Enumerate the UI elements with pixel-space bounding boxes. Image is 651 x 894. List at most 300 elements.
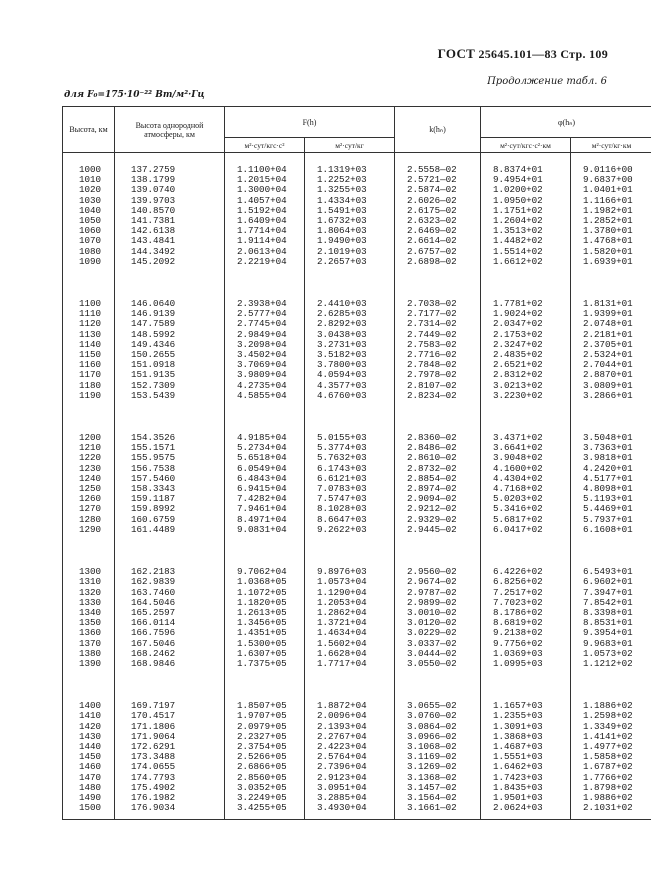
cell-F-kgs: 2.2327+05	[225, 732, 305, 742]
table-row	[63, 391, 651, 401]
cell-F-kg: 3.0438+03	[305, 330, 395, 340]
cell-k: 2.8234—02	[395, 391, 481, 401]
cell-phi-kg: 1.5858+02	[571, 752, 651, 762]
cell-phi-kgs: 3.6641+02	[481, 443, 571, 453]
cell-k: 2.6757—02	[395, 247, 481, 257]
cell-F-kgs: 1.6307+05	[225, 649, 305, 659]
cell-height: 1000	[63, 165, 115, 175]
cell-k: 2.5558—02	[395, 165, 481, 175]
cell-rho: 164.5046	[115, 598, 225, 608]
cell-F-kg: 4.0594+03	[305, 370, 395, 380]
cell-F-kgs: 1.9114+04	[225, 236, 305, 246]
cell-F-kgs: 2.9849+04	[225, 330, 305, 340]
cell-F-kgs: 1.4351+05	[225, 628, 305, 638]
cell-phi-kg: 2.3705+01	[571, 340, 651, 350]
cell-phi-kgs: 6.0417+02	[481, 525, 571, 535]
cell-F-kgs: 1.4057+04	[225, 196, 305, 206]
cell-phi-kgs: 2.0347+02	[481, 319, 571, 329]
cell-height: 1280	[63, 515, 115, 525]
page-header	[438, 46, 608, 62]
cell-phi-kgs: 4.1600+02	[481, 464, 571, 474]
cell-F-kg: 1.2252+03	[305, 175, 395, 185]
table-body	[63, 153, 651, 820]
cell-rho: 176.9034	[115, 803, 225, 813]
cell-F-kg: 1.3721+04	[305, 618, 395, 628]
cell-F-kg: 1.5491+03	[305, 206, 395, 216]
cell-F-kg: 1.8872+04	[305, 701, 395, 711]
cell-height: 1270	[63, 504, 115, 514]
cell-rho: 147.7589	[115, 319, 225, 329]
cell-phi-kgs: 9.7756+02	[481, 639, 571, 649]
group-spacer	[63, 401, 651, 433]
cell-rho: 174.7793	[115, 773, 225, 783]
cell-phi-kgs: 1.9501+03	[481, 793, 571, 803]
cell-phi-kg: 7.8542+01	[571, 598, 651, 608]
cell-k: 3.1564—02	[395, 793, 481, 803]
cell-rho: 140.8570	[115, 206, 225, 216]
cell-k: 3.1269—02	[395, 762, 481, 772]
cell-height: 1390	[63, 659, 115, 669]
cell-k: 2.8360—02	[395, 433, 481, 443]
cell-phi-kg: 1.3349+02	[571, 722, 651, 732]
cell-height: 1350	[63, 618, 115, 628]
cell-phi-kg: 1.7766+02	[571, 773, 651, 783]
cell-height: 1010	[63, 175, 115, 185]
cell-height: 1450	[63, 752, 115, 762]
cell-phi-kg: 8.3398+01	[571, 608, 651, 618]
cell-phi-kg: 8.8531+01	[571, 618, 651, 628]
cell-phi-kgs: 6.4226+02	[481, 567, 571, 577]
cell-height: 1140	[63, 340, 115, 350]
cell-k: 2.7038—02	[395, 299, 481, 309]
cell-phi-kgs: 3.9048+02	[481, 453, 571, 463]
cell-F-kgs: 3.0352+05	[225, 783, 305, 793]
table-row	[63, 525, 651, 535]
cell-k: 3.1068—02	[395, 742, 481, 752]
cell-F-kg: 2.1393+04	[305, 722, 395, 732]
cell-height: 1210	[63, 443, 115, 453]
cell-F-kg: 3.2731+03	[305, 340, 395, 350]
cell-k: 2.9560—02	[395, 567, 481, 577]
cell-height: 1030	[63, 196, 115, 206]
cell-phi-kgs: 7.7023+02	[481, 598, 571, 608]
cell-k: 2.6323—02	[395, 216, 481, 226]
cell-k: 2.8854—02	[395, 474, 481, 484]
cell-phi-kgs: 4.7168+02	[481, 484, 571, 494]
cell-phi-kgs: 1.5551+03	[481, 752, 571, 762]
cell-rho: 168.2462	[115, 649, 225, 659]
cell-height: 1240	[63, 474, 115, 484]
cell-phi-kg: 1.2598+02	[571, 711, 651, 721]
header-phi-unit-1: м²·сут/кгс·с²·км	[481, 138, 571, 153]
cell-rho: 146.0640	[115, 299, 225, 309]
cell-k: 2.7314—02	[395, 319, 481, 329]
cell-phi-kgs: 1.0995+03	[481, 659, 571, 669]
cell-k: 2.5874—02	[395, 185, 481, 195]
cell-rho: 150.2655	[115, 350, 225, 360]
cell-rho: 138.1799	[115, 175, 225, 185]
cell-phi-kgs: 9.4954+01	[481, 175, 571, 185]
cell-phi-kg: 9.0116+00	[571, 165, 651, 175]
cell-rho: 171.9064	[115, 732, 225, 742]
cell-height: 1200	[63, 433, 115, 443]
cell-height: 1480	[63, 783, 115, 793]
cell-k: 2.6469—02	[395, 226, 481, 236]
cell-k: 3.0229—02	[395, 628, 481, 638]
cell-height: 1110	[63, 309, 115, 319]
cell-rho: 142.6138	[115, 226, 225, 236]
cell-height: 1260	[63, 494, 115, 504]
cell-F-kg: 1.6628+04	[305, 649, 395, 659]
cell-height: 1460	[63, 762, 115, 772]
cell-height: 1360	[63, 628, 115, 638]
cell-F-kg: 5.0155+03	[305, 433, 395, 443]
cell-rho: 149.4346	[115, 340, 225, 350]
cell-k: 3.0760—02	[395, 711, 481, 721]
cell-F-kgs: 4.9185+04	[225, 433, 305, 443]
cell-phi-kg: 2.8870+01	[571, 370, 651, 380]
cell-rho: 165.2597	[115, 608, 225, 618]
header-F-unit-1: м²·сут/кгс·с²	[225, 138, 305, 153]
group-spacer	[63, 669, 651, 701]
cell-rho: 155.9575	[115, 453, 225, 463]
cell-F-kg: 2.4223+04	[305, 742, 395, 752]
cell-phi-kgs: 1.3091+03	[481, 722, 571, 732]
cell-k: 2.6898—02	[395, 257, 481, 267]
cell-F-kgs: 1.0368+05	[225, 577, 305, 587]
cell-F-kgs: 2.2219+04	[225, 257, 305, 267]
cell-F-kg: 1.2862+04	[305, 608, 395, 618]
cell-phi-kgs: 8.8374+01	[481, 165, 571, 175]
header-F: F(h)	[225, 107, 395, 138]
cell-F-kgs: 3.2098+04	[225, 340, 305, 350]
cell-height: 1300	[63, 567, 115, 577]
cell-phi-kg: 2.1031+02	[571, 803, 651, 813]
cell-phi-kg: 5.4469+01	[571, 504, 651, 514]
cell-phi-kgs: 2.3247+02	[481, 340, 571, 350]
cell-rho: 153.5439	[115, 391, 225, 401]
cell-F-kg: 8.1028+03	[305, 504, 395, 514]
cell-phi-kg: 5.1193+01	[571, 494, 651, 504]
cell-phi-kgs: 1.1657+03	[481, 701, 571, 711]
cell-rho: 137.2759	[115, 165, 225, 175]
cell-F-kg: 7.0783+03	[305, 484, 395, 494]
cell-F-kgs: 2.5777+04	[225, 309, 305, 319]
cell-F-kgs: 1.2613+05	[225, 608, 305, 618]
cell-phi-kgs: 1.0950+02	[481, 196, 571, 206]
cell-F-kg: 3.2885+04	[305, 793, 395, 803]
cell-phi-kgs: 3.2230+02	[481, 391, 571, 401]
cell-rho: 151.9135	[115, 370, 225, 380]
cell-F-kgs: 2.0979+05	[225, 722, 305, 732]
cell-rho: 174.0655	[115, 762, 225, 772]
cell-rho: 148.5992	[115, 330, 225, 340]
cell-rho: 146.9139	[115, 309, 225, 319]
cell-height: 1310	[63, 577, 115, 587]
page-number: Стр. 109	[560, 47, 608, 61]
cell-phi-kg: 1.1886+02	[571, 701, 651, 711]
cell-phi-kg: 3.7363+01	[571, 443, 651, 453]
cell-phi-kgs: 5.6817+02	[481, 515, 571, 525]
cell-rho: 170.4517	[115, 711, 225, 721]
cell-rho: 160.6759	[115, 515, 225, 525]
cell-phi-kgs: 9.2138+02	[481, 628, 571, 638]
cell-height: 1290	[63, 525, 115, 535]
cell-k: 3.1661—02	[395, 803, 481, 813]
cell-rho: 169.7197	[115, 701, 225, 711]
cell-k: 2.8974—02	[395, 484, 481, 494]
cell-phi-kgs: 2.4835+02	[481, 350, 571, 360]
cell-F-kgs: 4.5855+04	[225, 391, 305, 401]
cell-rho: 161.4489	[115, 525, 225, 535]
cell-F-kgs: 2.3754+05	[225, 742, 305, 752]
cell-phi-kg: 2.0748+01	[571, 319, 651, 329]
cell-F-kg: 2.8292+03	[305, 319, 395, 329]
cell-F-kgs: 1.1100+04	[225, 165, 305, 175]
cell-phi-kgs: 7.2517+02	[481, 588, 571, 598]
cell-rho: 156.7538	[115, 464, 225, 474]
cell-height: 1070	[63, 236, 115, 246]
cell-F-kgs: 1.7714+04	[225, 226, 305, 236]
cell-F-kg: 2.6285+03	[305, 309, 395, 319]
cell-phi-kg: 2.5324+01	[571, 350, 651, 360]
cell-phi-kg: 1.0401+01	[571, 185, 651, 195]
cell-phi-kg: 9.3954+01	[571, 628, 651, 638]
cell-rho: 176.1982	[115, 793, 225, 803]
cell-phi-kg: 4.5177+01	[571, 474, 651, 484]
cell-phi-kg: 6.5493+01	[571, 567, 651, 577]
cell-F-kgs: 2.7745+04	[225, 319, 305, 329]
cell-F-kg: 1.9490+03	[305, 236, 395, 246]
cell-F-kg: 4.6760+03	[305, 391, 395, 401]
cell-F-kgs: 5.6518+04	[225, 453, 305, 463]
cell-phi-kg: 1.5820+01	[571, 247, 651, 257]
cell-rho: 141.7381	[115, 216, 225, 226]
cell-phi-kg: 1.1212+02	[571, 659, 651, 669]
cell-phi-kg: 4.2420+01	[571, 464, 651, 474]
cell-F-kgs: 1.5300+05	[225, 639, 305, 649]
cell-rho: 155.1571	[115, 443, 225, 453]
cell-rho: 158.3343	[115, 484, 225, 494]
cell-k: 2.7716—02	[395, 350, 481, 360]
cell-height: 1470	[63, 773, 115, 783]
cell-height: 1440	[63, 742, 115, 752]
cell-height: 1050	[63, 216, 115, 226]
cell-phi-kgs: 1.0369+03	[481, 649, 571, 659]
cell-phi-kgs: 1.9024+02	[481, 309, 571, 319]
cell-phi-kgs: 1.3868+03	[481, 732, 571, 742]
cell-phi-kg: 2.7044+01	[571, 360, 651, 370]
cell-F-kg: 1.7717+04	[305, 659, 395, 669]
cell-F-kg: 2.7396+04	[305, 762, 395, 772]
cell-height: 1060	[63, 226, 115, 236]
cell-phi-kg: 9.9683+01	[571, 639, 651, 649]
cell-phi-kgs: 2.1753+02	[481, 330, 571, 340]
cell-rho: 167.5046	[115, 639, 225, 649]
cell-height: 1020	[63, 185, 115, 195]
cell-F-kg: 1.8064+03	[305, 226, 395, 236]
cell-F-kgs: 4.2735+04	[225, 381, 305, 391]
cell-k: 2.9899—02	[395, 598, 481, 608]
cell-phi-kg: 3.0809+01	[571, 381, 651, 391]
table-row	[63, 628, 651, 638]
cell-phi-kg: 1.8798+02	[571, 783, 651, 793]
group-spacer	[63, 535, 651, 567]
cell-height: 1250	[63, 484, 115, 494]
cell-phi-kgs: 1.7423+03	[481, 773, 571, 783]
continuation-note: Продолжение табл. 6	[487, 76, 607, 87]
cell-phi-kgs: 1.7781+02	[481, 299, 571, 309]
cell-k: 2.6026—02	[395, 196, 481, 206]
cell-phi-kgs: 1.4482+02	[481, 236, 571, 246]
cell-phi-kg: 1.0573+02	[571, 649, 651, 659]
cell-F-kg: 3.4930+04	[305, 803, 395, 813]
cell-F-kgs: 1.5192+04	[225, 206, 305, 216]
table-row	[63, 803, 651, 813]
cell-height: 1370	[63, 639, 115, 649]
cell-F-kg: 2.0096+04	[305, 711, 395, 721]
cell-F-kgs: 1.3000+04	[225, 185, 305, 195]
header-height: Высота, км	[63, 107, 115, 153]
cell-height: 1090	[63, 257, 115, 267]
cell-F-kgs: 8.4971+04	[225, 515, 305, 525]
cell-rho: 151.0918	[115, 360, 225, 370]
cell-k: 2.9212—02	[395, 504, 481, 514]
cell-rho: 159.1187	[115, 494, 225, 504]
cell-height: 1410	[63, 711, 115, 721]
cell-F-kgs: 6.9415+04	[225, 484, 305, 494]
cell-phi-kgs: 5.0203+02	[481, 494, 571, 504]
cell-k: 2.8610—02	[395, 453, 481, 463]
cell-F-kgs: 2.3938+04	[225, 299, 305, 309]
cell-F-kgs: 3.4255+05	[225, 803, 305, 813]
cell-F-kgs: 7.4282+04	[225, 494, 305, 504]
cell-k: 2.6175—02	[395, 206, 481, 216]
cell-k: 2.8486—02	[395, 443, 481, 453]
cell-phi-kg: 1.2852+01	[571, 216, 651, 226]
cell-F-kgs: 1.1820+05	[225, 598, 305, 608]
cell-rho: 168.9846	[115, 659, 225, 669]
cell-F-kgs: 2.0613+04	[225, 247, 305, 257]
cell-height: 1220	[63, 453, 115, 463]
cell-k: 2.9674—02	[395, 577, 481, 587]
header-F-unit-2: м²·сут/кг	[305, 138, 395, 153]
cell-F-kg: 6.6121+03	[305, 474, 395, 484]
cell-F-kgs: 1.9707+05	[225, 711, 305, 721]
cell-phi-kg: 1.4977+02	[571, 742, 651, 752]
cell-F-kg: 1.3255+03	[305, 185, 395, 195]
cell-F-kg: 3.0951+04	[305, 783, 395, 793]
gost-label: ГОСТ	[437, 46, 476, 61]
header-phi-unit-2: м²·сут/кг·км	[571, 138, 651, 153]
cell-k: 2.8107—02	[395, 381, 481, 391]
cell-rho: 172.6291	[115, 742, 225, 752]
cell-k: 2.8732—02	[395, 464, 481, 474]
cell-rho: 143.4841	[115, 236, 225, 246]
cell-height: 1080	[63, 247, 115, 257]
cell-F-kgs: 6.4843+04	[225, 474, 305, 484]
cell-F-kg: 4.3577+03	[305, 381, 395, 391]
cell-height: 1320	[63, 588, 115, 598]
cell-F-kgs: 9.0831+04	[225, 525, 305, 535]
cell-phi-kgs: 1.3513+02	[481, 226, 571, 236]
cell-height: 1420	[63, 722, 115, 732]
cell-F-kg: 2.1019+03	[305, 247, 395, 257]
cell-phi-kg: 9.6837+00	[571, 175, 651, 185]
cell-height: 1330	[63, 598, 115, 608]
cell-F-kgs: 3.4502+04	[225, 350, 305, 360]
cell-rho: 162.9839	[115, 577, 225, 587]
cell-height: 1500	[63, 803, 115, 813]
cell-phi-kg: 1.3780+01	[571, 226, 651, 236]
cell-phi-kgs: 3.4371+02	[481, 433, 571, 443]
table-row	[63, 659, 651, 669]
cell-k: 2.5721—02	[395, 175, 481, 185]
cell-height: 1180	[63, 381, 115, 391]
cell-F-kg: 1.1319+03	[305, 165, 395, 175]
cell-phi-kg: 2.2181+01	[571, 330, 651, 340]
cell-phi-kgs: 1.6462+03	[481, 762, 571, 772]
cell-F-kg: 1.4334+03	[305, 196, 395, 206]
header-rho: Высота однородной атмосферы, км	[115, 107, 225, 153]
cell-rho: 152.7309	[115, 381, 225, 391]
cell-F-kgs: 1.6409+04	[225, 216, 305, 226]
cell-height: 1430	[63, 732, 115, 742]
cell-F-kgs: 2.6866+05	[225, 762, 305, 772]
cell-k: 3.0864—02	[395, 722, 481, 732]
cell-rho: 166.0114	[115, 618, 225, 628]
cell-k: 3.1169—02	[395, 752, 481, 762]
cell-k: 2.9094—02	[395, 494, 481, 504]
cell-phi-kg: 1.4768+01	[571, 236, 651, 246]
cell-F-kgs: 9.7062+04	[225, 567, 305, 577]
cell-rho: 145.2092	[115, 257, 225, 267]
cell-F-kgs: 3.2249+05	[225, 793, 305, 803]
cell-F-kg: 2.4410+03	[305, 299, 395, 309]
cell-rho: 144.3492	[115, 247, 225, 257]
atmosphere-table	[62, 106, 651, 820]
cell-F-kg: 3.5182+03	[305, 350, 395, 360]
cell-F-kg: 2.2767+04	[305, 732, 395, 742]
cell-F-kg: 1.6732+03	[305, 216, 395, 226]
cell-height: 1120	[63, 319, 115, 329]
cell-k: 3.0655—02	[395, 701, 481, 711]
cell-phi-kg: 3.9818+01	[571, 453, 651, 463]
cell-rho: 157.5460	[115, 474, 225, 484]
cell-F-kgs: 1.1072+05	[225, 588, 305, 598]
header-k: k(hₙ)	[395, 107, 481, 153]
cell-F-kg: 2.5764+04	[305, 752, 395, 762]
cell-phi-kg: 4.8098+01	[571, 484, 651, 494]
cell-rho: 163.7460	[115, 588, 225, 598]
cell-rho: 175.4902	[115, 783, 225, 793]
cell-phi-kg: 1.8131+01	[571, 299, 651, 309]
cell-F-kgs: 2.8560+05	[225, 773, 305, 783]
cell-k: 3.0550—02	[395, 659, 481, 669]
cell-height: 1040	[63, 206, 115, 216]
cell-rho: 154.3526	[115, 433, 225, 443]
cell-F-kg: 2.9123+04	[305, 773, 395, 783]
cell-phi-kgs: 1.1751+02	[481, 206, 571, 216]
cell-F-kgs: 2.5266+05	[225, 752, 305, 762]
cell-F-kgs: 1.8507+05	[225, 701, 305, 711]
cell-rho: 139.9703	[115, 196, 225, 206]
cell-k: 2.9329—02	[395, 515, 481, 525]
cell-F-kgs: 1.3456+05	[225, 618, 305, 628]
header-phi: φ(hₙ)	[481, 107, 651, 138]
cell-phi-kgs: 2.6521+02	[481, 360, 571, 370]
cell-F-kg: 1.5602+04	[305, 639, 395, 649]
